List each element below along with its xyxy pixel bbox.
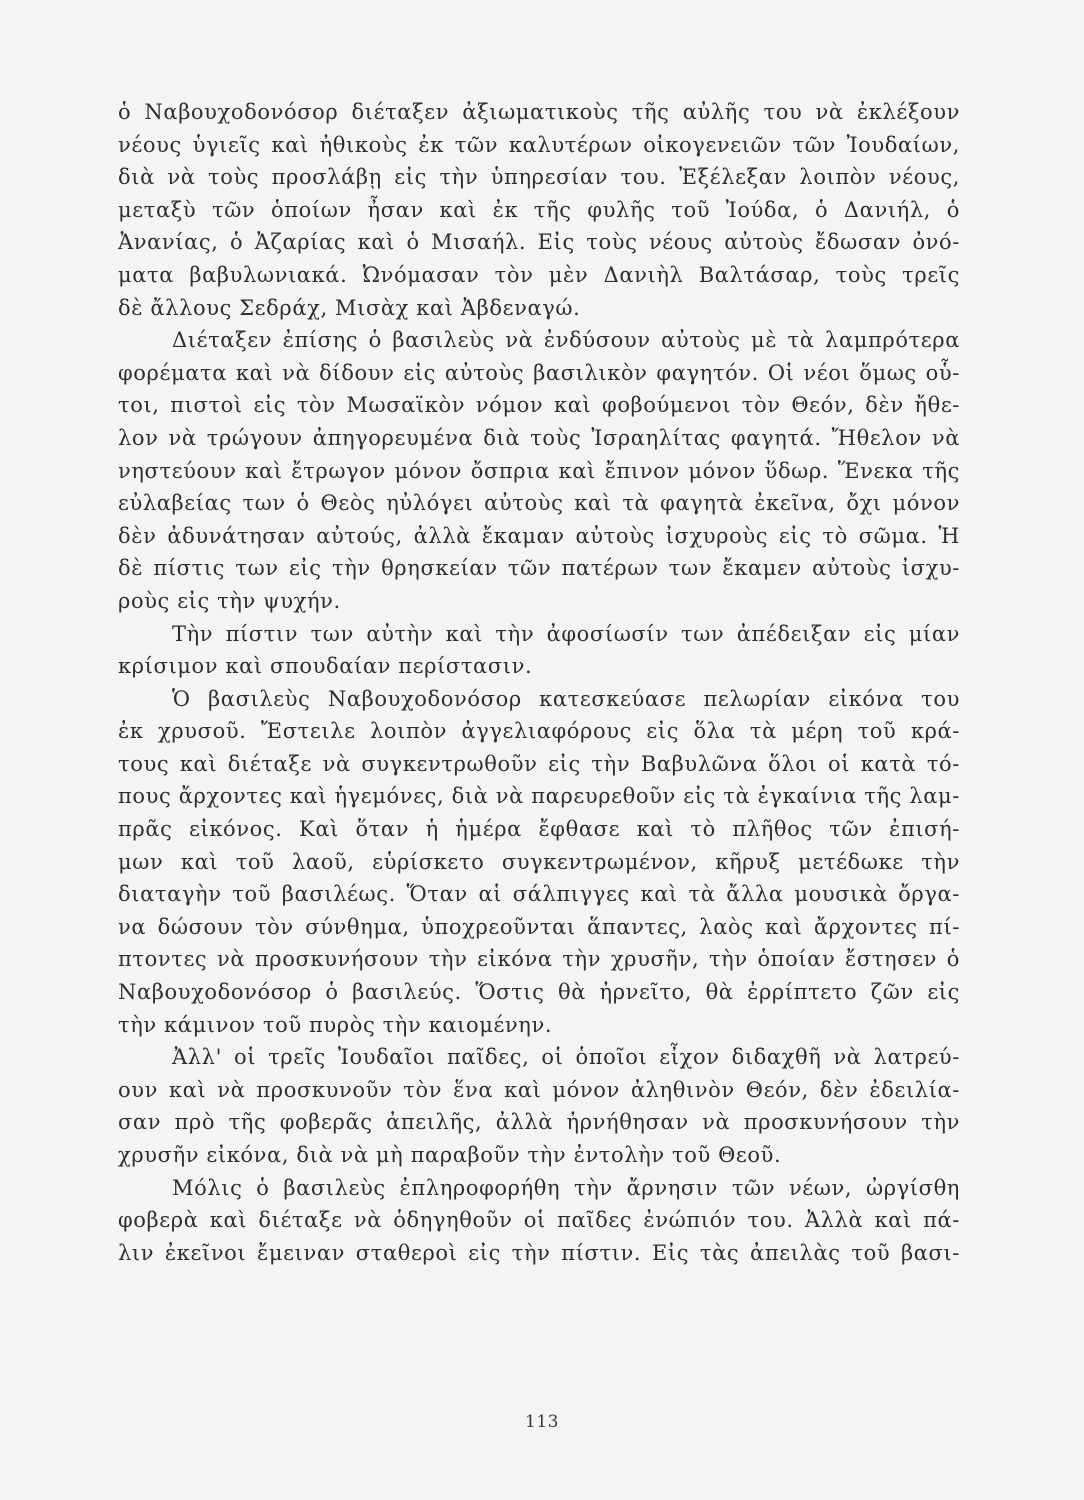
text-line-21: τους καὶ διέταξε νὰ συγκεντρωθοῦν εἰς τὴν Βαβυλῶνα ὅλοι οἱ κατὰ τό- xyxy=(118,751,960,776)
text-line-11: λον νὰ τρώγουν ἀπηγορευμένα διὰ τοὺς Ἰσραηλίτας φαγητά. Ἤθελον νὰ xyxy=(118,425,960,450)
text-line-2: νέους ὑγιεῖς καὶ ἠθικοὺς ἐκ τῶν καλυτέρων οἰκογενειῶν τῶν Ἰουδαίων, xyxy=(118,132,960,157)
text-line-6: ματα βαβυλωνιακά. Ὠνόμασαν τὸν μὲν Δανιὴλ Βαλτάσαρ, τοὺς τρεῖς xyxy=(118,262,960,287)
text-line-7: δὲ ἄλλους Σεδράχ, Μισὰχ καὶ Ἀβδεναγώ. xyxy=(118,295,581,320)
text-line-35: φοβερὰ καὶ διέταξε νὰ ὁδηγηθοῦν οἱ παῖδες ἐνώπιόν του. Ἀλλὰ καὶ πά- xyxy=(118,1208,960,1233)
text-line-9: φορέματα καὶ νὰ δίδουν εἰς αὐτοὺς βασιλικὸν φαγητόν. Οἱ νέοι ὅμως οὗ- xyxy=(118,360,960,385)
text-line-12: νηστεύουν καὶ ἔτρωγον μόνον ὄσπρια καὶ ἔπινον μόνον ὕδωρ. Ἕνεκα τῆς xyxy=(118,458,960,483)
text-line-23: πρᾶς εἰκόνος. Καὶ ὅταν ἡ ἡμέρα ἔφθασε καὶ τὸ πλῆθος τῶν ἐπισή- xyxy=(118,817,960,842)
text-line-29: τὴν κάμινον τοῦ πυρὸς τὴν καιομένην. xyxy=(118,1012,553,1037)
text-line-17: Τὴν πίστιν των αὐτὴν καὶ τὴν ἀφοσίωσίν των ἀπέδειξαν εἰς μίαν xyxy=(172,621,960,646)
text-line-8: Διέταξεν ἐπίσης ὁ βασιλεὺς νὰ ἐνδύσουν αὐτοὺς μὲ τὰ λαμπρότερα xyxy=(172,328,960,353)
text-line-5: Ἀνανίας, ὁ Ἀζαρίας καὶ ὁ Μισαήλ. Εἰς τοὺς νέους αὐτοὺς ἔδωσαν ὀνό- xyxy=(118,230,960,255)
page-number: 113 xyxy=(525,1412,559,1432)
text-line-10: τοι, πιστοὶ εἰς τὸν Μωσαϊκὸν νόμον καὶ φοβούμενοι τὸν Θεόν, δὲν ἤθε- xyxy=(118,393,960,418)
text-line-14: δὲν ἀδυνάτησαν αὐτούς, ἀλλὰ ἔκαμαν αὐτοὺς ἰσχυροὺς εἰς τὸ σῶμα. Ἡ xyxy=(118,523,960,548)
text-line-36: λιν ἐκεῖνοι ἔμειναν σταθεροὶ εἰς τὴν πίστιν. Εἰς τὰς ἀπειλὰς τοῦ βασι- xyxy=(118,1240,960,1265)
text-line-15: δὲ πίστις των εἰς τὴν θρησκείαν τῶν πατέρων των ἔκαμεν αὐτοὺς ἰσχυ- xyxy=(118,556,960,581)
text-line-30: Ἀλλ' οἱ τρεῖς Ἰουδαῖοι παῖδες, οἱ ὁποῖοι εἶχον διδαχθῆ νὰ λατρεύ- xyxy=(172,1045,960,1070)
text-line-26: να δώσουν τὸν σύνθημα, ὑποχρεοῦνται ἅπαντες, λαὸς καὶ ἄρχοντες πί- xyxy=(118,914,960,939)
text-line-24: μων καὶ τοῦ λαοῦ, εὑρίσκετο συγκεντρωμένον, κῆρυξ μετέδωκε τὴν xyxy=(118,849,960,874)
text-line-25: διαταγὴν τοῦ βασιλέως. Ὅταν αἱ σάλπιγγες καὶ τὰ ἄλλα μουσικὰ ὄργα- xyxy=(118,882,960,907)
text-line-20: ἐκ χρυσοῦ. Ἔστειλε λοιπὸν ἀγγελιαφόρους εἰς ὅλα τὰ μέρη τοῦ κρά- xyxy=(118,719,960,744)
text-line-31: ουν καὶ νὰ προσκυνοῦν τὸν ἕνα καὶ μόνον ἀληθινὸν Θεόν, δὲν ἐδειλία- xyxy=(118,1077,960,1102)
text-line-22: πους ἄρχοντες καὶ ἡγεμόνες, διὰ νὰ παρευρεθοῦν εἰς τὰ ἐγκαίνια τῆς λαμ- xyxy=(118,784,960,809)
text-line-19: Ὁ βασιλεὺς Ναβουχοδονόσορ κατεσκεύασε πελωρίαν εἰκόνα του xyxy=(172,686,960,711)
text-line-33: χρυσῆν εἰκόνα, διὰ νὰ μὴ παραβοῦν τὴν ἐντολὴν τοῦ Θεοῦ. xyxy=(118,1143,782,1167)
text-line-16: ροὺς εἰς τὴν ψυχήν. xyxy=(118,588,341,613)
text-line-3: διὰ νὰ τοὺς προσλάβῃ εἰς τὴν ὑπηρεσίαν του. Ἐξέλεξαν λοιπὸν νέους, xyxy=(118,165,960,190)
text-line-34: Μόλις ὁ βασιλεὺς ἐπληροφορήθη τὴν ἄρνησιν τῶν νέων, ὠργίσθη xyxy=(172,1175,960,1200)
text-line-27: πτοντες νὰ προσκυνήσουν τὴν εἰκόνα τὴν χρυσῆν, τὴν ὁποίαν ἔστησεν ὁ xyxy=(118,947,960,972)
text-line-4: μεταξὺ τῶν ὁποίων ἦσαν καὶ ἐκ τῆς φυλῆς τοῦ Ἰούδα, ὁ Δανιήλ, ὁ xyxy=(118,197,960,222)
text-line-18: κρίσιμον καὶ σπουδαίαν περίστασιν. xyxy=(118,654,533,679)
text-line-32: σαν πρὸ τῆς φοβερᾶς ἀπειλῆς, ἀλλὰ ἠρνήθησαν νὰ προσκυνήσουν τὴν xyxy=(118,1110,960,1135)
text-line-1: ὁ Ναβουχοδονόσορ διέταξεν ἀξιωματικοὺς τῆς αὐλῆς του νὰ ἐκλέξουν xyxy=(118,100,960,124)
text-line-28: Ναβουχοδονόσορ ὁ βασιλεύς. Ὅστις θὰ ἠρνεῖτο, θὰ ἐρρίπτετο ζῶν εἰς xyxy=(118,980,960,1005)
text-line-13: εὐλαβείας των ὁ Θεὸς ηὐλόγει αὐτοὺς καὶ τὰ φαγητὰ ἐκεῖνα, ὄχι μόνον xyxy=(118,491,960,516)
body-text xyxy=(118,96,960,1269)
